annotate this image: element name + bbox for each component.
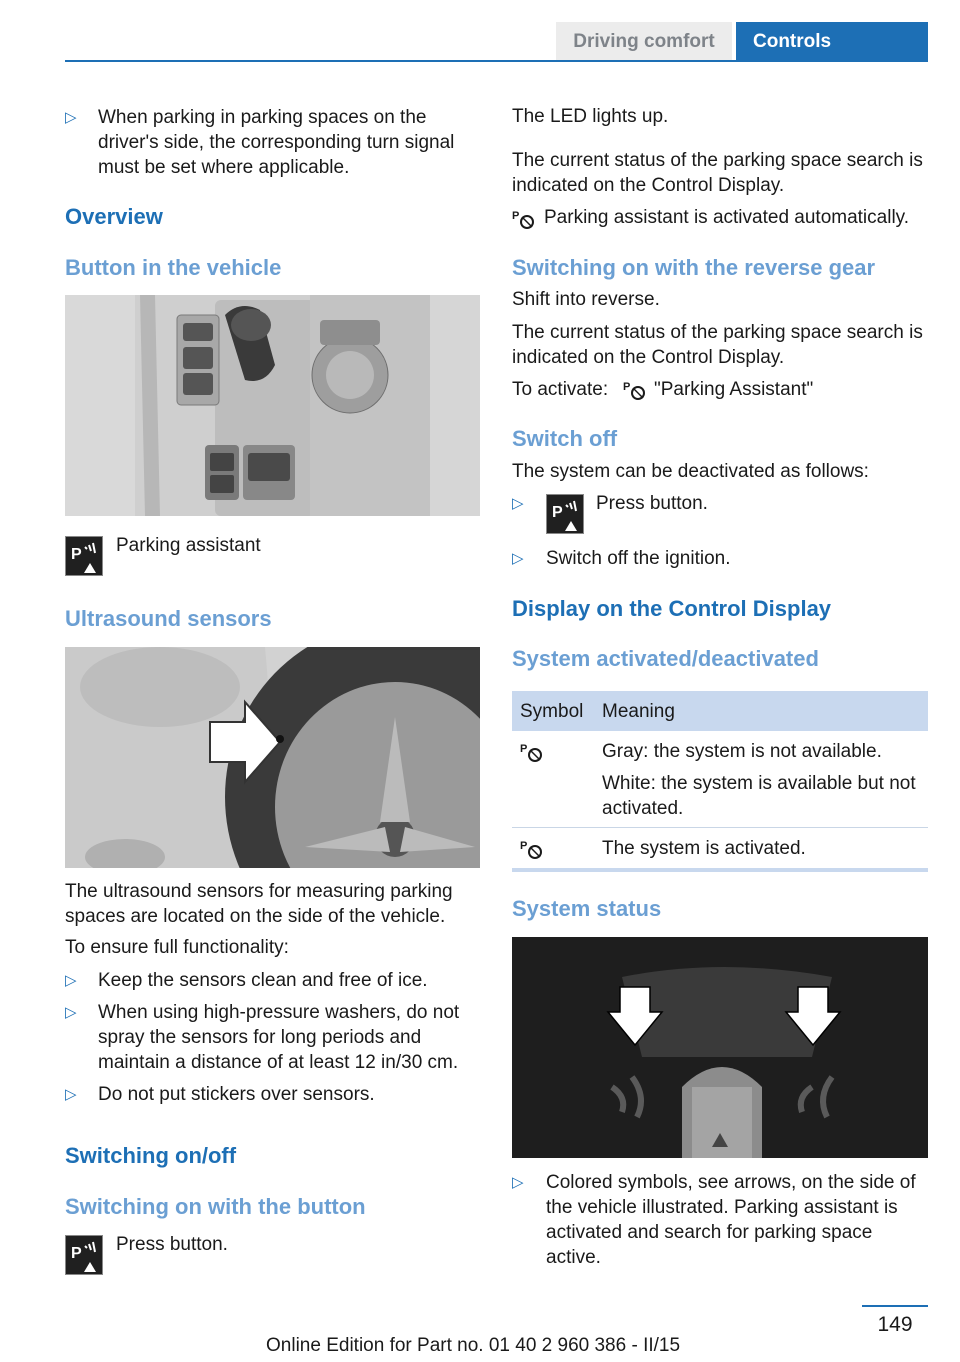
bullet-triangle-icon: ▷ [512, 1174, 524, 1191]
header-section: Driving comfort [556, 22, 732, 60]
table-bottom-rule [512, 868, 928, 872]
functionality-intro: To ensure full functionality: [65, 937, 289, 958]
parking-assistant-symbol-icon [622, 378, 648, 402]
parking-assistant-button-icon [65, 536, 103, 576]
svg-text:P: P [512, 210, 520, 222]
display-heading: Display on the Control Display [512, 596, 832, 621]
status-text-2: The current status of the parking space search is indicated on the Control Display. [512, 322, 923, 368]
svg-text:P: P [71, 1245, 82, 1262]
led-text: The LED lights up. [512, 106, 669, 127]
bullet-triangle-icon: ▷ [512, 550, 524, 567]
status-text-1: The current status of the parking space search is indicated on the Control Display. [512, 150, 923, 196]
footer-edition: Online Edition for Part no. 01 40 2 960 386 - II/15 [266, 1335, 681, 1356]
bullet-triangle-icon: ▷ [65, 109, 77, 126]
svg-text:P: P [623, 381, 631, 393]
bullet-triangle-icon: ▷ [65, 1086, 77, 1103]
status-bullet-text: Colored symbols, see arrows, on the side of the vehicle illustrated. Parking assistant is activated and search for parking space active. [546, 1172, 916, 1268]
deactivate-intro: The system can be deactivated as follows: [512, 461, 869, 482]
off-bullet-item: Switch off the ignition. [546, 548, 731, 569]
reverse-gear-heading: Switching on with the reverse gear [512, 255, 876, 280]
parking-assistant-button-icon [546, 494, 584, 534]
sensor-photo [65, 647, 480, 868]
overview-heading: Overview [65, 204, 163, 229]
switch-off-heading: Switch off [512, 426, 618, 451]
bullet-item: When using high-pressure washers, do not spray the sensors for long periods and maintain a distance of at least 12 in/30 cm. [98, 1002, 460, 1073]
table-row-meaning: Gray: the system is not available. [602, 741, 882, 762]
footer-rule [862, 1305, 928, 1307]
table-header-meaning: Meaning [602, 701, 675, 722]
bullet-triangle-icon: ▷ [512, 495, 524, 512]
activated-heading: System activated/deactivated [512, 646, 819, 671]
bullet-triangle-icon: ▷ [65, 1004, 77, 1021]
svg-text:P: P [520, 840, 528, 852]
header-rule [65, 60, 928, 62]
parking-assistant-button-icon [65, 1235, 103, 1275]
system-status-image [512, 937, 928, 1158]
press-button-text: Press button. [116, 1234, 228, 1255]
ultrasound-text: The ultrasound sensors for measuring parking spaces are located on the side of the vehicle. [65, 881, 453, 927]
switching-heading: Switching on/off [65, 1143, 237, 1168]
system-status-heading: System status [512, 896, 662, 921]
bullet-item: Do not put stickers over sensors. [98, 1084, 375, 1105]
off-bullet-item: Press button. [596, 493, 708, 514]
page-number: 149 [877, 1313, 913, 1336]
svg-text:P: P [520, 743, 528, 755]
table-row-divider [512, 827, 928, 828]
activate-item: "Parking Assistant" [654, 379, 814, 400]
svg-text:P: P [71, 546, 82, 563]
bullet-item: Keep the sensors clean and free of ice. [98, 970, 428, 991]
parking-assistant-symbol-icon [519, 740, 545, 764]
header-chapter: Controls [736, 22, 928, 60]
table-row-meaning: The system is activated. [602, 838, 806, 859]
console-photo [65, 295, 480, 516]
parking-assistant-symbol-icon [511, 207, 537, 231]
intro-bullet-text: When parking in parking spaces on the driver's side, the corresponding turn signal must be set where applicable. [98, 107, 455, 178]
switching-button-heading: Switching on with the button [65, 1194, 366, 1219]
bullet-triangle-icon: ▷ [65, 972, 77, 989]
svg-text:P: P [552, 504, 563, 521]
button-in-vehicle-heading: Button in the vehicle [65, 255, 282, 280]
shift-reverse-text: Shift into reverse. [512, 289, 660, 310]
auto-activated-text: Parking assistant is activated automatically. [544, 207, 910, 228]
ultrasound-heading: Ultrasound sensors [65, 606, 272, 631]
activate-label: To activate: [512, 379, 609, 400]
button-caption: Parking assistant [116, 535, 261, 556]
parking-assistant-symbol-icon [519, 837, 545, 861]
table-row-meaning: White: the system is available but not activated. [602, 773, 916, 819]
table-header-symbol: Symbol [520, 701, 584, 722]
